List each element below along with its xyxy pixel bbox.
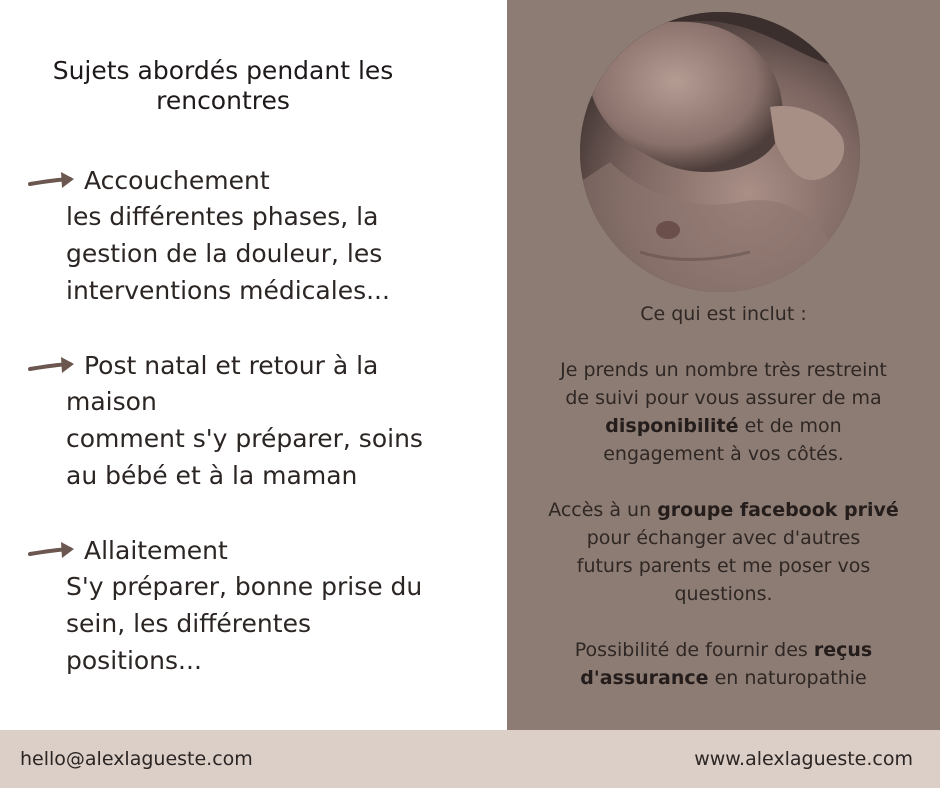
footer — [0, 730, 940, 788]
topic-heading: Accouchement — [84, 166, 270, 195]
included-line-text: et de mon — [744, 415, 842, 437]
contact-email-link[interactable]: hello@alexlagueste.com — [20, 748, 253, 770]
topic-post-natal — [28, 349, 498, 494]
arrow-right-icon — [28, 539, 78, 563]
description-line: gestion de la douleur, les — [66, 239, 383, 268]
description-line: au bébé et à la maman — [66, 461, 358, 490]
included-line: de suivi pour vous assurer de ma — [565, 387, 882, 409]
topic-accouchement — [28, 164, 498, 309]
description-line: comment s'y préparer, soins — [66, 424, 423, 453]
description-line: sein, les différentes — [66, 609, 311, 638]
topic-description — [66, 568, 498, 679]
bold-text: disponibilité — [605, 415, 739, 437]
description-line: interventions médicales... — [66, 276, 390, 305]
included-line: Je prends un nombre très restreint — [560, 359, 887, 381]
included-heading: Ce qui est inclut : — [640, 303, 807, 325]
topic-allaitement — [28, 534, 498, 679]
included-line — [527, 664, 920, 692]
baby-skin-to-skin-image — [580, 12, 860, 292]
bold-text: groupe facebook privé — [657, 499, 899, 521]
included-panel — [507, 0, 940, 730]
included-line — [527, 412, 920, 440]
topic-heading-continued: maison — [66, 387, 157, 416]
included-line: engagement à vos côtés. — [603, 443, 844, 465]
included-text — [527, 300, 920, 692]
included-line — [527, 636, 920, 664]
arrow-right-icon — [28, 354, 78, 378]
description-line: les différentes phases, la — [66, 202, 379, 231]
page-title — [18, 56, 428, 116]
topics-panel — [0, 0, 507, 730]
topic-heading: Allaitement — [84, 536, 228, 565]
website-link[interactable]: www.alexlagueste.com — [694, 748, 913, 770]
description-line: S'y préparer, bonne prise du — [66, 572, 423, 601]
included-line: futurs parents et me poser vos — [576, 555, 871, 577]
included-line: questions. — [674, 583, 773, 605]
baby-photo — [580, 12, 860, 292]
bold-text: d'assurance — [580, 667, 709, 689]
title-line-2: rencontres — [156, 86, 290, 115]
included-line-text: en naturopathie — [714, 667, 867, 689]
included-line-text: Possibilité de fournir des — [574, 639, 808, 661]
topic-heading: Post natal et retour à la — [84, 351, 379, 380]
bold-text: reçus — [813, 639, 873, 661]
topic-description — [66, 198, 498, 309]
included-line-text: Accès à un — [548, 499, 652, 521]
title-line-1: Sujets abordés pendant les — [52, 56, 394, 85]
included-line — [527, 496, 920, 524]
arrow-right-icon — [28, 169, 78, 193]
included-line: pour échanger avec d'autres — [586, 527, 861, 549]
topic-description — [66, 420, 498, 494]
description-line: positions... — [66, 646, 202, 675]
